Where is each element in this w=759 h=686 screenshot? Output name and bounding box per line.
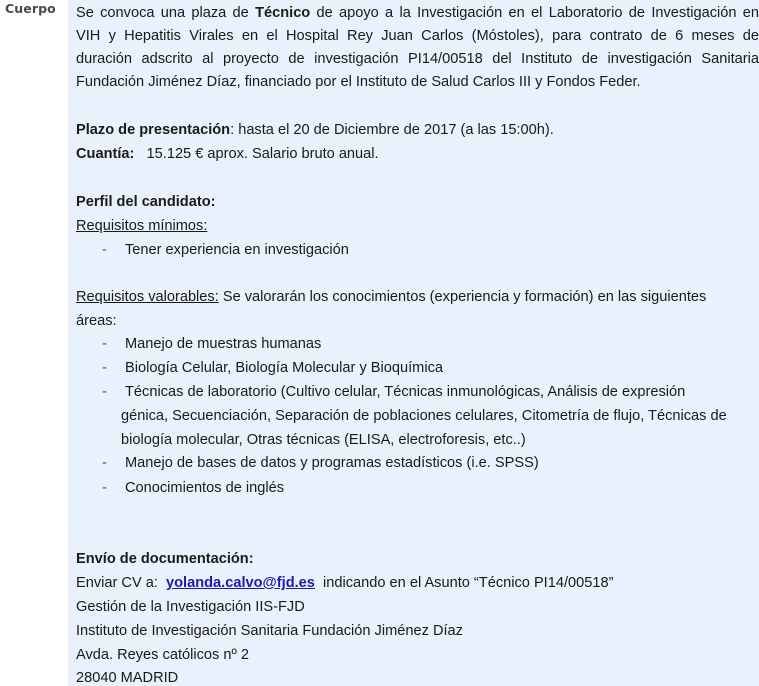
valued-item: Técnicas de laboratorio (Cultivo celular, Técnicas inmunológicas, Análisis de expresión [125, 384, 686, 400]
valued-item: Biología Celular, Biología Molecular y Bioquímica [125, 360, 443, 376]
send-cv-prefix: Enviar CV a: [76, 575, 167, 591]
valued-item-cont: biología molecular, Otras técnicas (ELISA, electroforesis, etc..) [121, 432, 526, 448]
email-link[interactable]: yolanda.calvo@fjd.es [166, 575, 315, 591]
field-label-column [0, 0, 68, 686]
bullet-dash: - [102, 242, 107, 258]
intro-text: Se convoca una plaza de [76, 5, 256, 21]
valued-requirements-heading: Requisitos valorables: [76, 289, 219, 305]
deadline-line [76, 120, 554, 140]
intro-line-2: VIH y Hepatitis Virales en el Hospital Rey Juan Carlos (Móstoles), para contrato de 6 meses de [76, 28, 759, 44]
profile-heading: Perfil del candidato: [76, 194, 216, 210]
min-requirements-heading: Requisitos mínimos: [76, 218, 208, 234]
intro-text: de apoyo a la Investigación en el Laboratorio de Investigación en [310, 5, 759, 21]
salary-value: 15.125 € aprox. Salario bruto anual. [134, 146, 379, 162]
address-line-3: Avda. Reyes católicos nº 2 [76, 647, 249, 663]
valued-requirements-line [76, 287, 706, 307]
intro-line-3: duración adscrito al proyecto de investigación PI14/00518 del Instituto de investigación Sanitaria [76, 51, 759, 67]
submission-heading: Envío de documentación: [76, 551, 254, 567]
salary-label: Cuantía: [76, 146, 135, 162]
deadline-value: : hasta el 20 de Diciembre de 2017 (a las 15:00h). [230, 122, 554, 138]
valued-item: Conocimientos de inglés [125, 480, 284, 496]
bullet-dash: - [102, 336, 107, 352]
intro-line-1 [76, 3, 759, 23]
min-requirement-item: Tener experiencia en investigación [125, 242, 349, 258]
send-cv-suffix: indicando en el Asunto “Técnico PI14/00518” [314, 575, 614, 591]
valued-item: Manejo de muestras humanas [125, 336, 322, 352]
valued-requirements-intro: Se valorarán los conocimientos (experiencia y formación) en las siguientes [218, 289, 707, 305]
deadline-label: Plazo de presentación [76, 122, 231, 138]
body-content-panel [68, 0, 759, 686]
address-line-1: Gestión de la Investigación IIS-FJD [76, 599, 305, 615]
position-title: Técnico [255, 5, 311, 21]
field-label-cuerpo: Cuerpo [5, 1, 56, 16]
valued-item-cont: génica, Secuenciación, Separación de poblaciones celulares, Citometría de flujo, Técnicas de [121, 408, 727, 424]
bullet-dash: - [102, 384, 107, 400]
bullet-dash: - [102, 360, 107, 376]
intro-line-4: Fundación Jiménez Díaz, financiado por el Instituto de Salud Carlos III y Fondos Feder. [76, 74, 641, 90]
valued-item: Manejo de bases de datos y programas estadísticos (i.e. SPSS) [125, 455, 539, 471]
address-line-2: Instituto de Investigación Sanitaria Fundación Jiménez Díaz [76, 623, 463, 639]
bullet-dash: - [102, 480, 107, 496]
salary-line [76, 144, 379, 164]
address-line-4: 28040 MADRID [76, 670, 179, 686]
valued-requirements-intro-cont: áreas: [76, 313, 117, 329]
bullet-dash: - [102, 455, 107, 471]
send-cv-line [76, 573, 613, 593]
